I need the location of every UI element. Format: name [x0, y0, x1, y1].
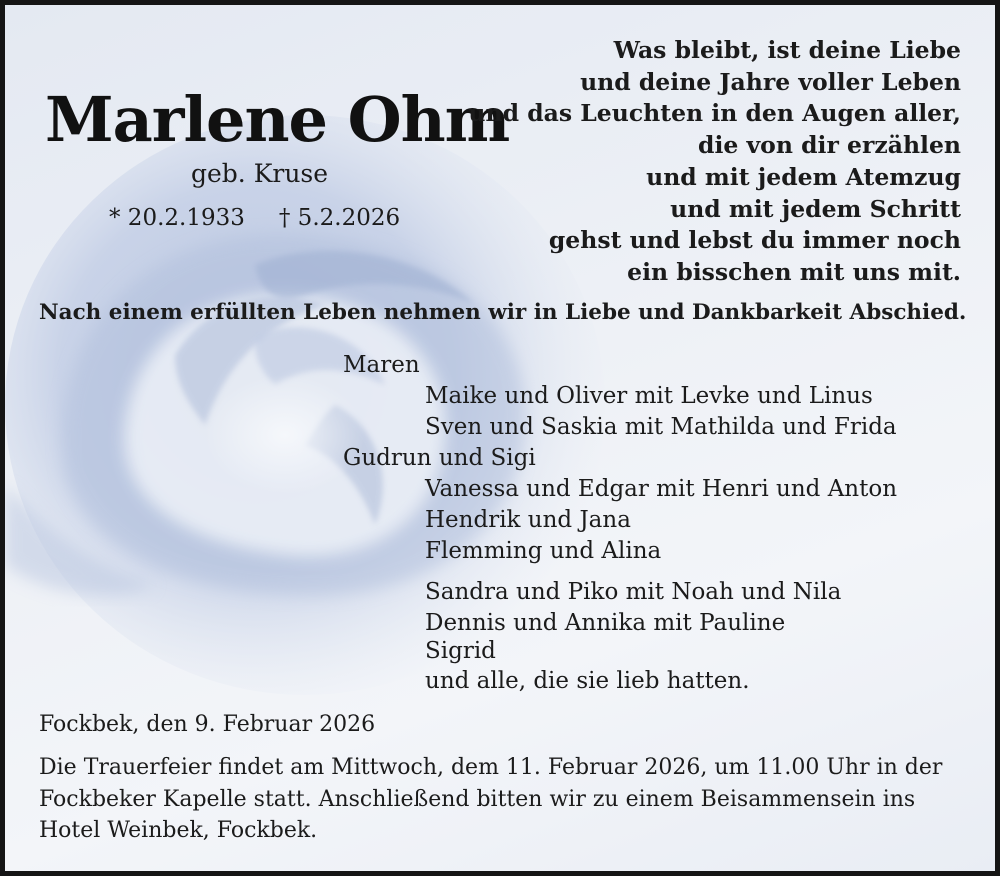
poem-line: Was bleibt, ist deine Liebe	[613, 36, 961, 64]
mourner-line: Maike und Oliver mit Levke und Linus	[425, 383, 873, 409]
deceased-name: Marlene Ohm	[45, 83, 510, 156]
poem-line: die von dir erzählen	[698, 131, 961, 160]
maiden-name: geb. Kruse	[191, 159, 329, 188]
mourner-line: Sven und Saskia mit Mathilda und Frida	[425, 414, 897, 440]
poem-line: und deine Jahre voller Leben	[580, 67, 961, 96]
death-date: † 5.2.2026	[278, 205, 401, 231]
poem-line: und das Leuchten in den Augen aller,	[468, 99, 961, 128]
mourner-line: Sigrid	[425, 638, 496, 664]
farewell-statement: Nach einem erfüllten Leben nehmen wir in Liebe und Dankbarkeit Abschied.	[39, 300, 967, 325]
life-dates	[109, 205, 400, 231]
memorial-poem	[468, 35, 961, 289]
mourner-line: Maren	[343, 352, 420, 378]
poem-line: und mit jedem Atemzug	[646, 162, 961, 191]
mourner-line: Vanessa und Edgar mit Henri und Anton	[425, 476, 898, 502]
mourner-line: Sandra und Piko mit Noah und Nila	[425, 579, 842, 605]
poem-line: gehst und lebst du immer noch	[548, 226, 961, 255]
birth-date: * 20.2.1933	[109, 205, 245, 231]
mourner-line: Flemming und Alina	[425, 538, 662, 564]
poem-line: und mit jedem Schritt	[670, 194, 961, 223]
mourner-line: Gudrun und Sigi	[343, 445, 536, 471]
mourner-line: Dennis und Annika mit Pauline	[425, 610, 786, 636]
poem-line: ein bisschen mit uns mit.	[627, 257, 961, 286]
mourner-line: Hendrik und Jana	[425, 507, 631, 533]
mourner-line: und alle, die sie lieb hatten.	[425, 668, 750, 694]
place-and-date: Fockbek, den 9. Februar 2026	[39, 712, 376, 737]
funeral-service-details: Die Trauerfeier findet am Mittwoch, dem 11. Februar 2026, um 11.00 Uhr in der Fockbeker Kapelle statt. Anschließend bitten wir zu einem Beisammensein ins Hotel Weinbek, Fockbek.	[39, 755, 943, 843]
